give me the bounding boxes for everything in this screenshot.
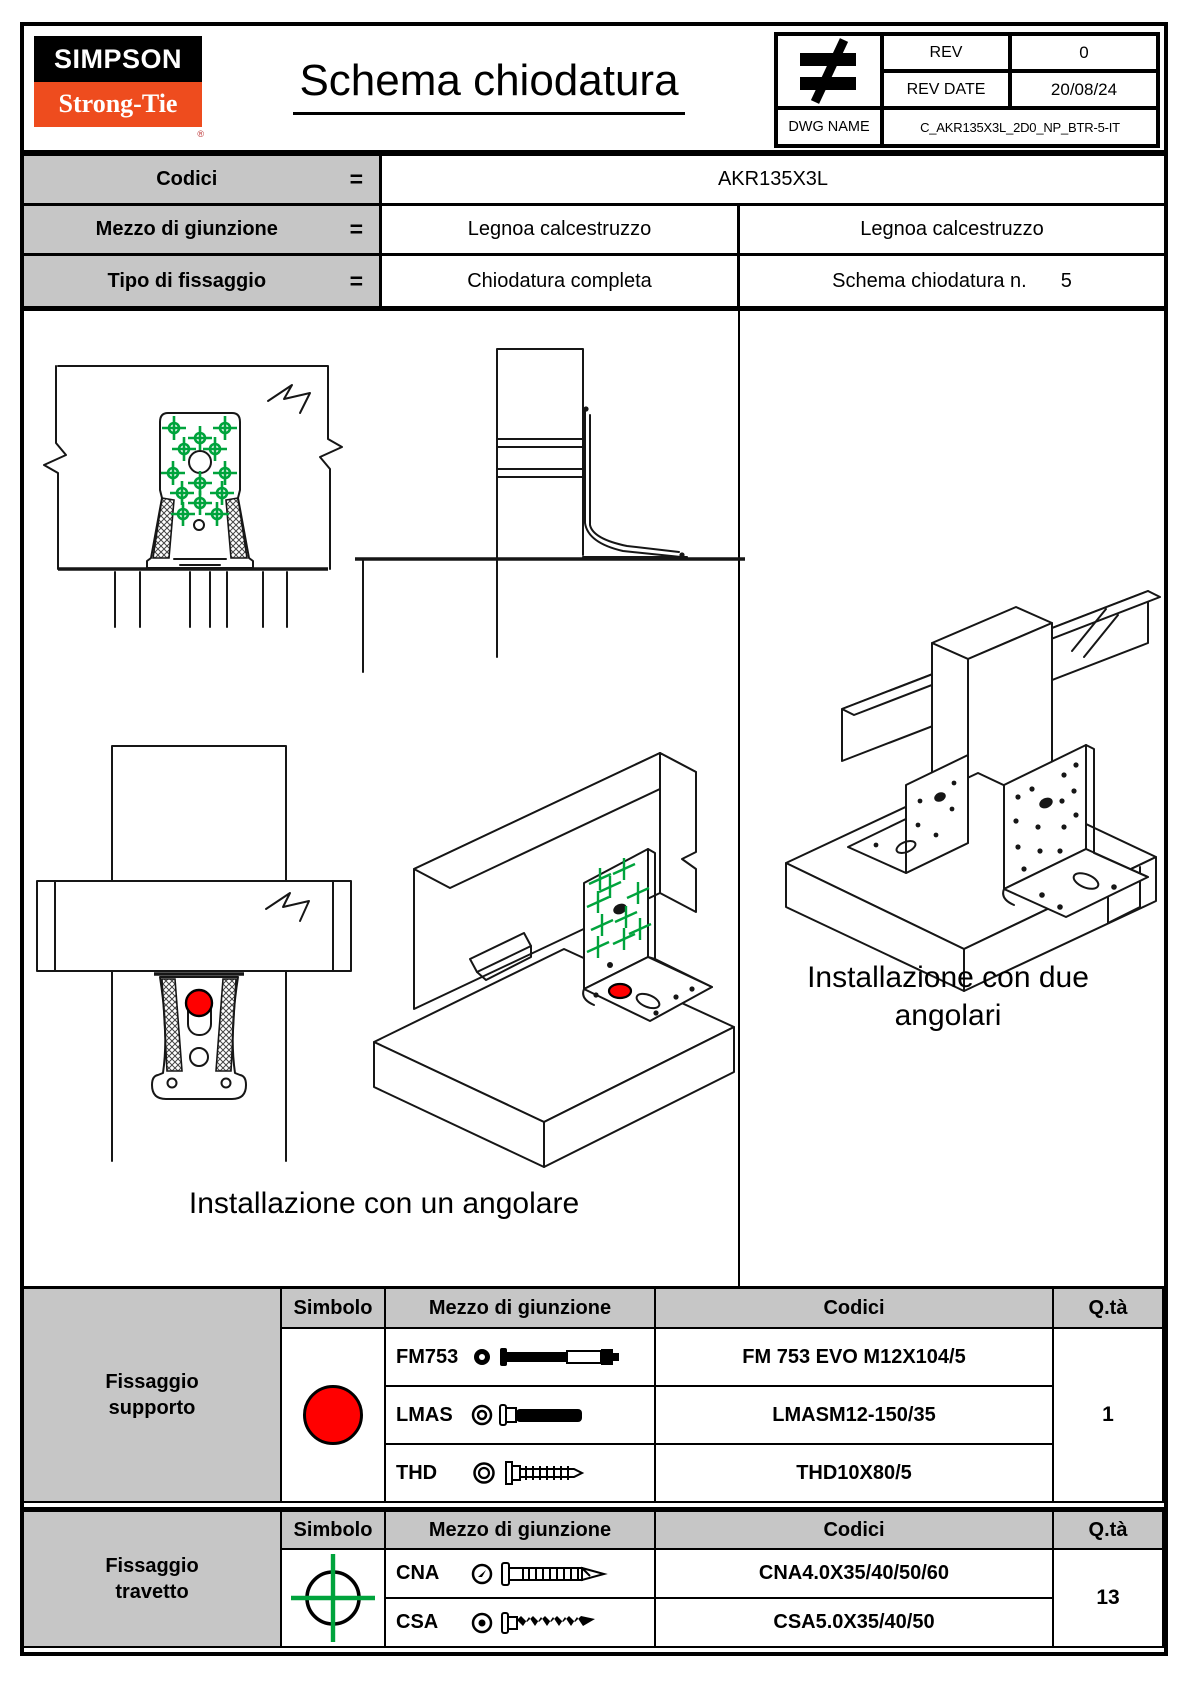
csa-code: CSA5.0X35/40/50 xyxy=(656,1599,1054,1648)
fm753-code: FM 753 EVO M12X104/5 xyxy=(656,1329,1054,1387)
support-symbol-cell xyxy=(282,1329,386,1503)
schema-number-label: Schema chiodatura n. xyxy=(832,269,1027,292)
iso-single-bracket-drawing xyxy=(358,697,744,1177)
drawing-area xyxy=(24,311,1164,1289)
group-label-line2: travetto xyxy=(115,1581,189,1603)
header-qty: Q.tà xyxy=(1054,1289,1164,1329)
revision-table xyxy=(774,32,1160,148)
header-simbolo: Simbolo xyxy=(282,1512,386,1550)
equals-sign: = xyxy=(349,267,363,294)
not-equal-symbol-icon xyxy=(776,34,882,108)
codici-label: Codici xyxy=(156,168,218,190)
product-info-table xyxy=(24,156,1164,311)
schema-number-value: 5 xyxy=(1060,269,1072,292)
fastener-table-support xyxy=(24,1289,1164,1507)
csa-label: CSA xyxy=(396,1611,439,1633)
header-codici: Codici xyxy=(656,1512,1054,1550)
info-row-codici xyxy=(24,156,1164,206)
row-thd xyxy=(386,1445,656,1503)
row-lmas xyxy=(386,1387,656,1445)
front-view-drawing xyxy=(32,327,344,627)
cna-nail-icon xyxy=(470,1559,630,1589)
iso-double-bracket-drawing xyxy=(756,551,1160,991)
fastener-table-joist xyxy=(24,1512,1164,1652)
green-crosshair-symbol-icon xyxy=(287,1550,379,1646)
tipo-value: Chiodatura completa xyxy=(382,256,740,306)
support-anchor-marker-red xyxy=(186,990,212,1016)
row-csa xyxy=(386,1599,656,1648)
title-block xyxy=(24,26,1164,156)
thd-code: THD10X80/5 xyxy=(656,1445,1054,1503)
support-anchor-marker-red xyxy=(609,984,631,998)
red-circle-symbol-icon xyxy=(303,1385,363,1445)
side-view-drawing xyxy=(335,327,745,672)
thd-screw-anchor-icon xyxy=(470,1458,630,1488)
rev-date-value: 20/08/24 xyxy=(1010,71,1158,108)
cna-code: CNA4.0X35/40/50/60 xyxy=(656,1550,1054,1599)
page-title: Schema chiodatura xyxy=(293,56,684,115)
equals-sign: = xyxy=(349,166,363,192)
cna-label: CNA xyxy=(396,1562,440,1584)
dwg-name-label: DWG NAME xyxy=(776,108,882,146)
mezzo-value-1: Legnoa calcestruzzo xyxy=(382,206,740,253)
mezzo-value-2: Legnoa calcestruzzo xyxy=(860,218,1044,240)
fm753-bolt-icon xyxy=(470,1342,630,1372)
sheet-frame xyxy=(20,22,1168,1656)
group-label-line2: supporto xyxy=(108,1397,196,1419)
equals-sign: = xyxy=(349,216,363,242)
header-qty: Q.tà xyxy=(1054,1512,1164,1550)
codici-value: AKR135X3L xyxy=(717,168,829,190)
logo-strongtie-text: Strong-Tie xyxy=(34,82,202,127)
row-fm753 xyxy=(386,1329,656,1387)
registered-trademark: ® xyxy=(197,129,204,139)
header-mezzo: Mezzo di giunzione xyxy=(386,1289,656,1329)
support-qty: 1 xyxy=(1054,1329,1164,1503)
info-row-mezzo xyxy=(24,206,1164,256)
header-mezzo: Mezzo di giunzione xyxy=(386,1512,656,1550)
header-codici: Codici xyxy=(656,1289,1054,1329)
schema-number-cell xyxy=(740,256,1164,306)
group-label-line1: Fissaggio xyxy=(105,1555,199,1577)
row-cna xyxy=(386,1550,656,1599)
tipo-label: Tipo di fissaggio xyxy=(107,269,267,292)
logo-simpson-text: SIMPSON xyxy=(34,36,202,82)
bottom-view-drawing xyxy=(34,681,354,1161)
lmas-code: LMASM12-150/35 xyxy=(656,1387,1054,1445)
thd-label: THD xyxy=(396,1461,438,1484)
group-label-line1: Fissaggio xyxy=(105,1371,199,1393)
mezzo-label: Mezzo di giunzione xyxy=(95,218,278,240)
caption-single-bracket: Installazione con un angolare xyxy=(188,1187,580,1220)
header-simbolo: Simbolo xyxy=(282,1289,386,1329)
info-row-fissaggio xyxy=(24,256,1164,306)
dwg-name-value: C_AKR135X3L_2D0_NP_BTR-5-IT xyxy=(882,108,1158,146)
joist-qty: 13 xyxy=(1054,1550,1164,1648)
lmas-anchor-icon xyxy=(470,1400,630,1430)
fm753-label: FM753 xyxy=(396,1345,459,1368)
simpson-strongtie-logo xyxy=(34,36,204,139)
rev-date-label: REV DATE xyxy=(882,71,1010,108)
lmas-label: LMAS xyxy=(396,1403,453,1426)
joist-symbol-cell xyxy=(282,1550,386,1648)
csa-screw-icon xyxy=(470,1608,630,1638)
rev-label: REV xyxy=(882,34,1010,71)
caption-double-bracket: Installazione con due angolari xyxy=(807,961,1089,1032)
rev-value: 0 xyxy=(1010,34,1158,71)
